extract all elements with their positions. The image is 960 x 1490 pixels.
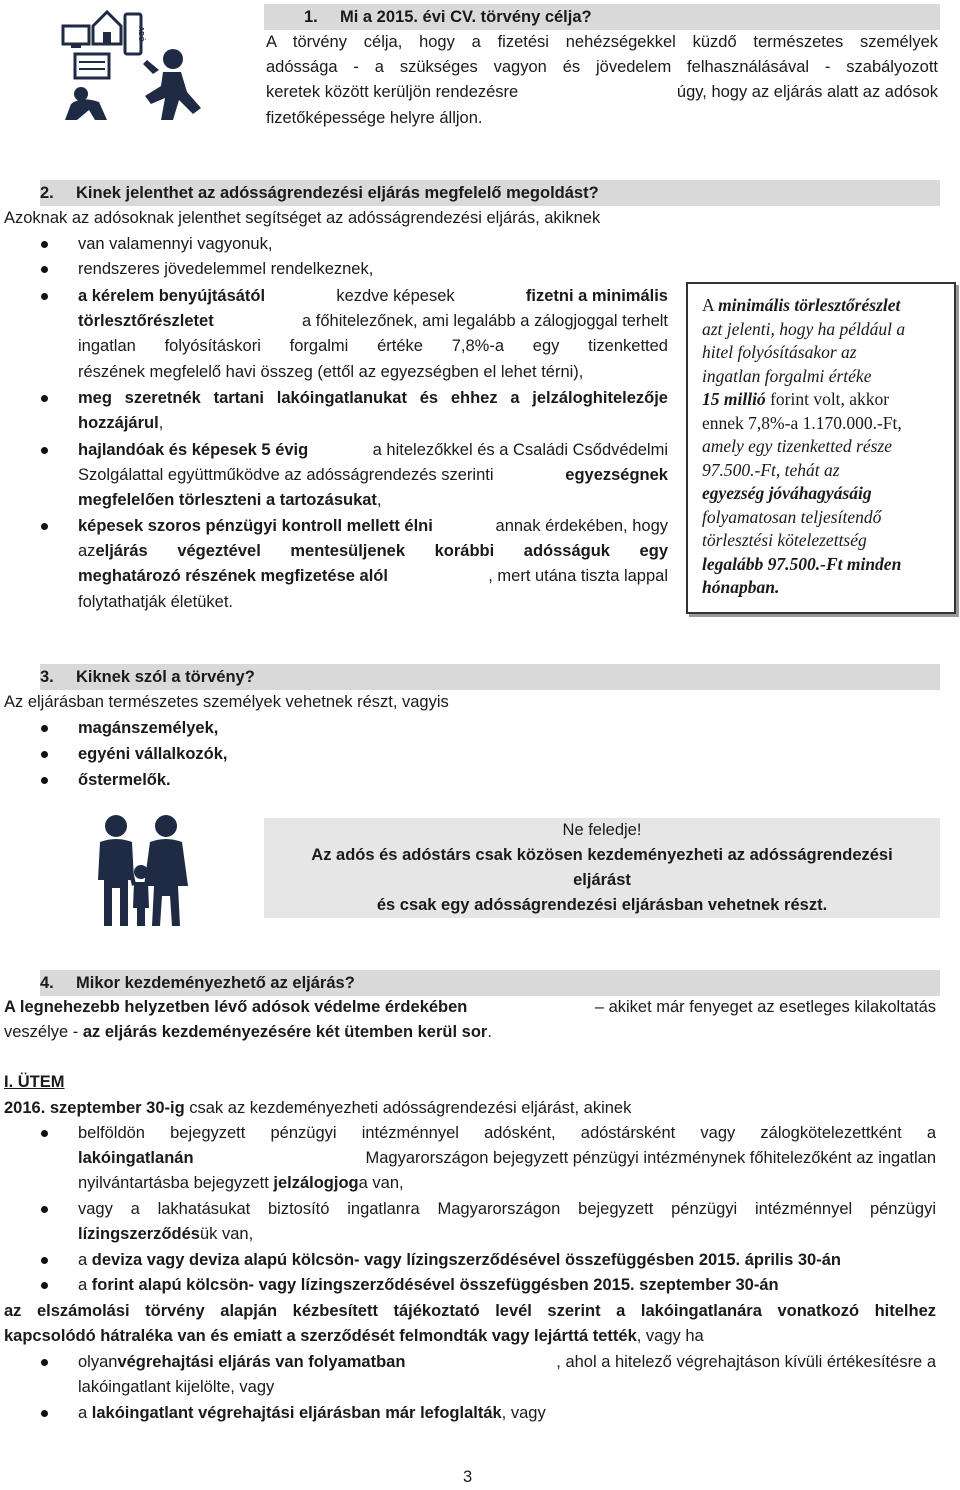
box-line-11 [702,529,867,553]
box-l3: hitel folyósításakor az [702,342,857,362]
s2-b4-l2 [78,411,163,436]
box-line-6: ennek 7,8%-a 1.170.000.-Ft, [702,413,902,433]
bullet [41,523,48,530]
box-l13: hónapban. [702,577,780,597]
s4-c5-l1 [78,1350,936,1375]
s2-bullet-1: van valamennyi vagyonuk, [78,235,273,253]
bullet [41,241,48,248]
s4-c2-l1: vagy a lakhatásukat biztosító ingatlanra Magyarországon bejegyzett pénzügyi intézménnyel pénzügyi [78,1200,936,1218]
s4-c3b: deviza vagy deviza alapú kölcsön- vagy lízingszerződésével összefüggésben 2015. április 30-án [91,1251,841,1269]
box-line-3 [702,341,857,365]
s4-c5-l1a: olyan [78,1353,118,1371]
s4-c2-l2a: lízingszerződés [78,1225,200,1243]
section-title: Kinek jelenthet az adósságrendezési eljárás megfelelő megoldást? [76,184,599,202]
s2-b4-l1 [78,386,668,411]
s2-b4-l2-tail: , [158,414,164,432]
reminder-line-3 [264,893,940,918]
reminder-line-2-text: eljárást [573,871,631,889]
minimum-installment-box [686,282,956,614]
s2-b6-l1b: annak érdekében, hogy [495,517,668,535]
s2-b5-l3 [78,488,382,513]
s2-b4-l1-text: meg szeretnék tartani lakóingatlanukat és ehhez a jelzáloghitelezője [78,389,668,407]
s1-line-1: A törvény célja, hogy a fizetési nehézségekkel küzdő természetes személyek [266,33,938,51]
s2-b4-l2-text: hozzájárul [78,414,159,432]
box-l9: egyezség jóváhagyásáig [702,483,872,503]
page-number: 3 [463,1468,473,1486]
bullet [41,266,48,273]
s2-b6-l1 [78,514,668,539]
s4-p2c: . [487,1023,492,1041]
phase-title-text: I. ÜTEM [4,1073,65,1091]
reminder-line-1 [264,843,940,868]
section-3-header [40,664,940,690]
s3-item-2 [78,742,227,767]
s4-c2-l2b: ük van, [199,1225,254,1243]
s2-b3-l1a: a kérelem benyújtásától [78,287,266,305]
debt-stress-icon [55,4,205,122]
s4-p4 [4,1324,704,1349]
s2-b3-l2a: törlesztőrészletet [78,312,214,330]
box-line-5 [702,388,889,412]
s2-b5-l3a: megfelelően törleszteni a tartozásukat [78,491,377,509]
s4-c1-l1: belföldön bejegyzett pénzügyi intézménnyel adósként, adóstársként vagy zálogkötelezettként a [78,1124,936,1142]
box-l5a: 15 millió [702,389,766,409]
s1-line-5: fizetőképessége helyre álljon. [266,109,483,127]
reminder-box [264,818,940,918]
section-title: Mi a 2015. évi CV. törvény célja? [340,8,592,26]
s4-c1-l2 [78,1146,936,1171]
s2-bullet-2: rendszeres jövedelemmel rendelkeznek, [78,260,374,278]
bullet [41,777,48,784]
box-line-10 [702,506,881,530]
section-number: 2. [40,184,54,202]
section-1-header [264,4,940,30]
bullet [41,1359,48,1366]
bullet [41,447,48,454]
box-l1b: minimális törlesztőrészlet [718,295,901,315]
section-number: 3. [40,668,54,686]
s2-b6-l3b: , mert utána tiszta lappal [488,567,668,585]
phase-title [4,1070,65,1095]
box-line-12 [702,553,901,577]
s4-c3a: a [78,1251,92,1269]
bullet [41,1257,48,1264]
s4-p3 [4,1299,936,1324]
s4-p2 [4,1020,492,1045]
s4-c5-l1c: , ahol a hitelező végrehajtáson kívüli értékesítésre a [556,1353,936,1371]
bullet [41,1282,48,1289]
s4-p1b: – akiket már fenyeget az esetleges kilakoltatás [594,998,936,1016]
box-l10: folyamatosan teljesítendő [702,507,882,527]
s1-line-3b: úgy, hogy az eljárás alatt az adósok [676,83,938,101]
reminder-line-3-text: és csak egy adósságrendezési eljárásban vehetnek részt. [376,896,828,914]
s4-c1-l2a: lakóingatlanán [78,1149,194,1167]
bullet [41,725,48,732]
s4-c1-l3b: jelzálogjog [273,1174,359,1192]
s4-c3 [78,1248,841,1273]
s4-c4b: forint alapú kölcsön- vagy lízingszerződésével összefüggésben 2015. szeptember 30-án [91,1276,779,1294]
s2-b6-l3 [78,564,668,589]
bullet [41,395,48,402]
s2-b5-l2b: egyezségnek [565,466,668,484]
svg-text:ADÓ: ADÓ [137,26,144,42]
box-line-4 [702,365,871,389]
box-line-1 [702,294,900,318]
s4-c6a: a [78,1404,92,1422]
s4-c5-l1b: végrehajtási eljárás van folyamatban [117,1353,406,1371]
s4-p1 [4,995,936,1020]
s4-c1-l3 [78,1171,404,1196]
s2-b5-l1b: a hitelezőkkel és a Családi Csődvédelmi [372,441,668,459]
s3-intro: Az eljárásban természetes személyek vehetnek részt, vagyis [4,693,449,711]
s2-b5-l1 [78,438,668,463]
s4-p2b: az eljárás kezdeményezésére két ütemben kerül sor [82,1023,488,1041]
box-line-13 [702,576,779,600]
s4-p2a: veszélye - [4,1023,83,1041]
s4-p3-text: az elszámolási törvény alapján kézbesített tájékoztató levél szerint a lakóingatlanára vonatkozó hitelhez [4,1302,936,1320]
s2-b6-l2a: az [78,542,96,560]
s2-b5-l2 [78,463,668,488]
s1-line-3 [266,80,938,105]
bullet [41,1130,48,1137]
s1-line-3a: keretek között kerüljön rendezésre [266,83,519,101]
s4-c2-l2 [78,1222,253,1247]
bullet [41,1206,48,1213]
s3-item-1-text: magánszemélyek, [78,719,219,737]
box-line-2 [702,318,905,342]
s4-c6c: , vagy [501,1404,546,1422]
bullet [41,293,48,300]
s4-c4 [78,1273,779,1298]
box-l12: legalább 97.500.-Ft minden [702,554,902,574]
s4-p1a: A legnehezebb helyzetben lévő adósok védelme érdekében [4,998,468,1016]
s2-b5-l3b: , [376,491,382,509]
box-l5b: forint volt, akkor [765,389,890,409]
section-4-header [40,970,940,996]
bullet [41,1410,48,1417]
s4-c1-l3a: nyilvántartásba bejegyzett [78,1174,274,1192]
box-line-7 [702,435,892,459]
s4-c5-l2: lakóingatlant kijelölte, vagy [78,1378,275,1396]
s4-p4a: kapcsolódó hátraléka van és emiatt a szerződését felmondták vagy lejárttá tették [4,1327,637,1345]
reminder-line-1-text: Az adós és adóstárs csak közösen kezdeményezheti az adósságrendezési [311,846,893,864]
s2-b3-l4: részének megfelelő havi összeg (ettől az egyezségben el lehet térni), [78,363,584,381]
s2-b3-l1 [78,284,668,309]
s2-b3-l1c: fizetni a minimális [525,287,668,305]
s2-b6-l1a: képesek szoros pénzügyi kontroll mellett élni [78,517,433,535]
s4-c1-l2b: Magyarországon bejegyzett pénzügyi intézménynek főhitelezőként az ingatlan [365,1149,936,1167]
s2-b3-l1b: kezdve képesek [336,287,455,305]
box-line-9 [702,482,872,506]
s2-b3-l3: ingatlan folyósításkori forgalmi értéke 7,8%-a egy tizenketted [78,337,668,355]
s2-b5-l2a: Szolgálattal együttműködve az adósságrendezés szerinti [78,466,494,484]
box-l2: azt jelenti, hogy ha például a [702,319,906,339]
box-l4: ingatlan forgalmi értéke [702,366,872,386]
s4-c1-l3c: a van, [358,1174,404,1192]
s2-b3-l2 [78,309,668,334]
s1-line-2: adóssága - a szükséges vagyon és jövedelem felhasználásával - szabályozott [266,58,938,76]
s3-item-3 [78,768,171,793]
s3-item-3-text: őstermelők. [78,771,171,789]
s2-b6-l4: folytathatják életüket. [78,593,234,611]
s2-b6-l2b: eljárás végeztével mentesüljenek korábbi adósságuk egy [95,542,668,560]
s4-p4b: , vagy ha [636,1327,704,1345]
box-l11: törlesztési kötelezettség [702,530,867,550]
section-number: 4. [40,974,54,992]
reminder-title: Ne feledje! [562,821,642,839]
section-title: Mikor kezdeményezhető az eljárás? [76,974,355,992]
box-l1a: A [702,295,719,315]
box-l8: 97.500.-Ft, tehát az [702,460,840,480]
s2-intro: Azoknak az adósoknak jelenthet segítséget az adósságrendezési eljárás, akiknek [4,209,601,227]
section-title: Kiknek szól a törvény? [76,668,255,686]
bullet [41,751,48,758]
s3-item-1 [78,716,218,741]
phase-date-a: 2016. szeptember 30-ig [4,1099,185,1117]
s4-c4a: a [78,1276,92,1294]
family-icon [92,814,190,930]
section-2-header [40,180,940,206]
s3-item-2-text: egyéni vállalkozók, [78,745,228,763]
box-line-8 [702,459,840,483]
box-l7: amely egy tizenketted része [702,436,892,456]
section-number: 1. [304,8,318,26]
s2-b5-l1a: hajlandóak és képesek 5 évig [78,441,309,459]
s4-c6 [78,1401,546,1426]
reminder-line-2 [264,868,940,893]
s4-c6b: lakóingatlant végrehajtási eljárásban már lefoglalták [91,1404,502,1422]
phase-date [4,1096,631,1121]
s2-b6-l3a: meghatározó részének megfizetése alól [78,567,388,585]
s2-b6-l2 [78,539,668,564]
s2-b3-l2b: a főhitelezőnek, ami legalább a zálogjoggal terhelt [302,312,668,330]
phase-date-b: csak az kezdeményezheti adósságrendezési eljárást, akinek [184,1099,632,1117]
